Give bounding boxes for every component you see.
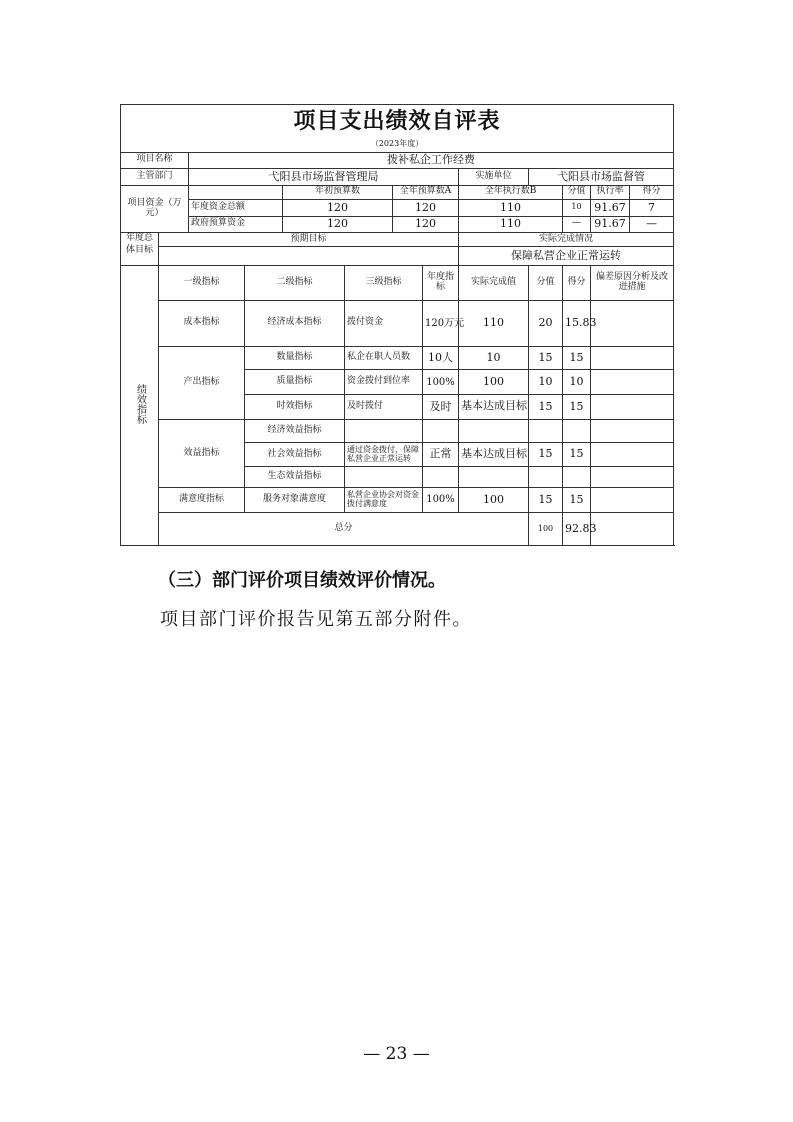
expected-goal-value: [159, 247, 459, 266]
satisfaction-l2: 服务对象满意度: [245, 488, 345, 513]
total-label: 总分: [159, 512, 529, 545]
dept-label: 主管部门: [121, 169, 189, 186]
perf-header-deviation: 偏差原因分析及改进措施: [591, 266, 674, 301]
expected-goal-label: 预期目标: [159, 233, 459, 247]
satisfaction-l3: 私营企业协会对资金拨付满意度: [347, 490, 419, 508]
funds-header-blank: [189, 185, 283, 199]
social-score: 15: [563, 442, 591, 467]
timeliness-value: 15: [529, 395, 563, 420]
quantity-score: 15: [563, 346, 591, 370]
funds-row-gov-initial: 120: [283, 216, 393, 233]
page-number: — 23 —: [363, 1044, 430, 1064]
social-deviation: [591, 442, 674, 467]
social-actual-cell: [459, 442, 529, 467]
cost-l1: 成本指标: [159, 301, 245, 346]
quality-score: 10: [563, 370, 591, 395]
social-value: 15: [529, 442, 563, 467]
impl-unit-value: 弋阳县市场监督管: [529, 169, 674, 186]
funds-row-total-executed: 110: [459, 199, 563, 216]
social-l3-cell: [345, 442, 423, 467]
section-heading: （三）部门评价项目绩效评价情况。: [158, 570, 446, 591]
eco-l3: [345, 467, 423, 488]
actual-completion-value: 保障私营企业正常运转: [459, 247, 674, 266]
eco-target: [423, 467, 459, 488]
economic-l3: [345, 419, 423, 442]
output-l1: 产出指标: [159, 346, 245, 419]
funds-label: 项目资金（万元）: [121, 185, 189, 232]
quantity-deviation: [591, 346, 674, 370]
economic-actual: [459, 419, 529, 442]
quantity-actual: 10: [459, 346, 529, 370]
quality-target: 100%: [423, 370, 459, 395]
cost-deviation: [591, 301, 674, 346]
timeliness-score: 15: [563, 395, 591, 420]
impl-unit-label: 实施单位: [459, 169, 529, 186]
annual-goal-label: 年度总体目标: [121, 233, 159, 266]
timeliness-actual: 基本达成目标: [461, 399, 527, 413]
eco-l2: 生态效益指标: [245, 467, 345, 488]
total-score: 92.83: [563, 512, 591, 545]
social-l3: 通过资金拨付，保障私营企业正常运转: [347, 444, 419, 463]
funds-row-gov-score: —: [630, 216, 674, 233]
timeliness-l3: 及时拨付: [345, 395, 423, 420]
funds-row-gov-annual: 120: [393, 216, 459, 233]
quality-actual: 100: [459, 370, 529, 395]
actual-completion-label: 实际完成情况: [459, 233, 674, 247]
satisfaction-l3-cell: [345, 488, 423, 513]
perf-indicator-label: 绩效指标: [134, 383, 146, 424]
funds-row-total-initial: 120: [283, 199, 393, 216]
funds-row-total-label: 年度资金总额: [189, 199, 283, 216]
quantity-value: 15: [529, 346, 563, 370]
project-name-label: 项目名称: [121, 152, 189, 169]
perf-header-l3: 三级指标: [345, 266, 423, 301]
perf-header-l1: 一级指标: [159, 266, 245, 301]
benefit-l1: 效益指标: [159, 419, 245, 487]
funds-row-gov-rate: 91.67: [591, 216, 630, 233]
timeliness-l2: 时效指标: [245, 395, 345, 420]
satisfaction-score: 15: [563, 488, 591, 513]
cost-l3: 拨付资金: [345, 301, 423, 346]
dept-value: 弋阳县市场监督管理局: [189, 169, 459, 186]
timeliness-deviation: [591, 395, 674, 420]
funds-row-total-annual: 120: [393, 199, 459, 216]
funds-row-gov-executed: 110: [459, 216, 563, 233]
perf-header-score: 得分: [563, 266, 591, 301]
perf-header-actual: 实际完成值: [459, 266, 529, 301]
eco-deviation: [591, 467, 674, 488]
quality-deviation: [591, 370, 674, 395]
perf-indicator-label-cell: [121, 266, 159, 546]
satisfaction-deviation: [591, 488, 674, 513]
social-target: 正常: [423, 442, 459, 467]
funds-row-total-score: 7: [630, 199, 674, 216]
economic-l2: 经济效益指标: [245, 419, 345, 442]
cost-actual: 110: [459, 301, 529, 346]
funds-row-total-score-value: 10: [563, 199, 591, 216]
body-paragraph: 项目部门评价报告见第五部分附件。: [160, 609, 472, 630]
funds-row-total-rate: 91.67: [591, 199, 630, 216]
economic-value: [529, 419, 563, 442]
quality-l3: 资金拨付到位率: [345, 370, 423, 395]
timeliness-actual-cell: [459, 395, 529, 420]
project-name-value: 拨补私企工作经费: [189, 152, 674, 169]
satisfaction-l1: 满意度指标: [159, 488, 245, 513]
funds-row-gov-label: 政府预算资金: [189, 216, 283, 233]
table-title: 项目支出绩效自评表: [121, 105, 674, 138]
cost-score: 15.83: [563, 301, 591, 346]
social-actual: 基本达成目标: [461, 446, 527, 460]
economic-score: [563, 419, 591, 442]
cost-target: 120万元: [423, 301, 459, 346]
perf-header-target: 年度指标: [423, 266, 459, 301]
perf-header-l2: 二级指标: [245, 266, 345, 301]
economic-deviation: [591, 419, 674, 442]
quantity-l3: 私企在职人员数: [345, 346, 423, 370]
timeliness-target: 及时: [423, 395, 459, 420]
eco-value: [529, 467, 563, 488]
quality-value: 10: [529, 370, 563, 395]
funds-row-gov-score-value: —: [563, 216, 591, 233]
quantity-target: 10人: [423, 346, 459, 370]
funds-header-rate: 执行率: [591, 185, 630, 199]
satisfaction-target: 100%: [423, 488, 459, 513]
total-deviation: [591, 512, 674, 545]
funds-header-initial: 年初预算数: [283, 185, 393, 199]
quality-l2: 质量指标: [245, 370, 345, 395]
cost-l2: 经济成本指标: [245, 301, 345, 346]
performance-self-evaluation-table: [120, 104, 674, 546]
economic-target: [423, 419, 459, 442]
cost-value: 20: [529, 301, 563, 346]
eco-score: [563, 467, 591, 488]
funds-header-score-value: 分值: [563, 185, 591, 199]
table-year: （2023年度）: [121, 138, 674, 152]
perf-header-value: 分值: [529, 266, 563, 301]
funds-header-score: 得分: [630, 185, 674, 199]
satisfaction-actual: 100: [459, 488, 529, 513]
funds-header-executed: 全年执行数B: [459, 185, 563, 199]
eco-actual: [459, 467, 529, 488]
quantity-l2: 数量指标: [245, 346, 345, 370]
funds-header-annual: 全年预算数A: [393, 185, 459, 199]
total-value: 100: [529, 512, 563, 545]
satisfaction-value: 15: [529, 488, 563, 513]
social-l2: 社会效益指标: [245, 442, 345, 467]
